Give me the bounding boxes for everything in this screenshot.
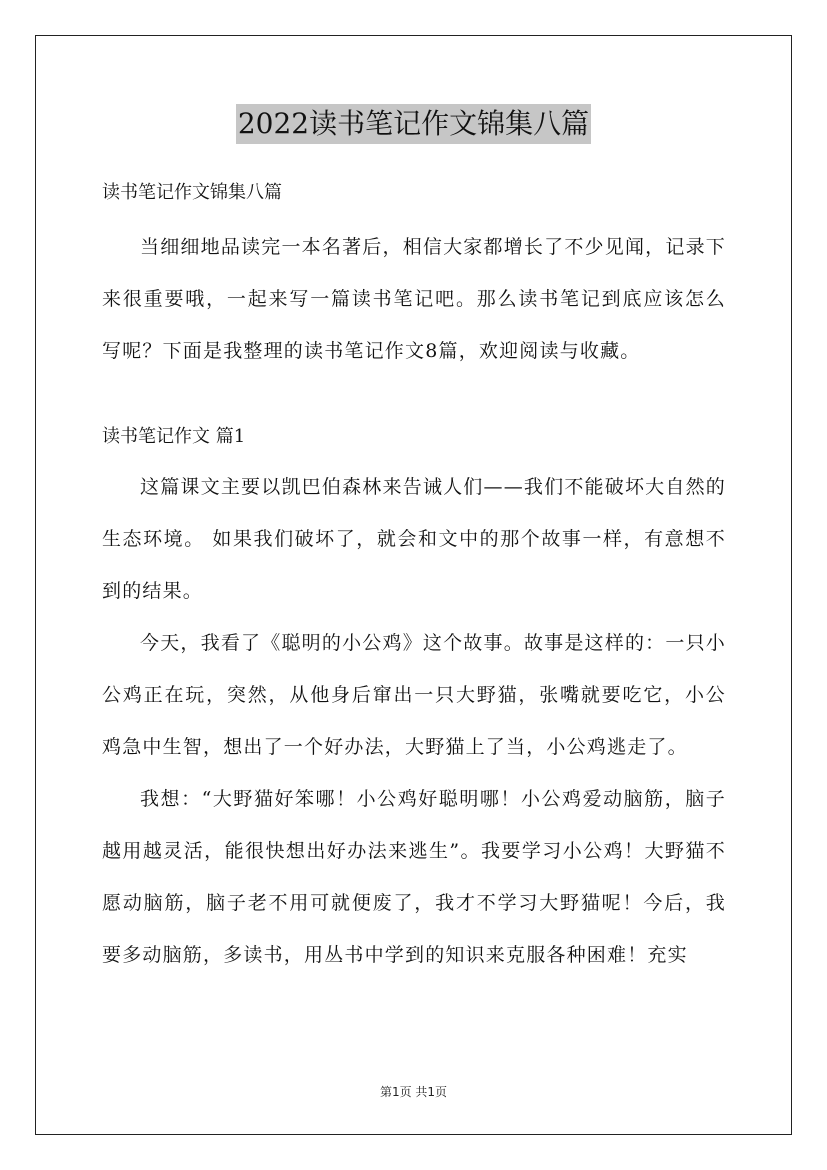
- document-title-text: 2022读书笔记作文锦集八篇: [236, 104, 591, 144]
- body-paragraph: 这篇课文主要以凯巴伯森林来告诫人们——我们不能破坏大自然的生态环境。 如果我们破坏了，就会和文中的那个故事一样，有意想不到的结果。: [102, 476, 726, 602]
- intro-paragraph: 当细细地品读完一本名著后，相信大家都增长了不少见闻，记录下来很重要哦，一起来写一篇读书笔记吧。那么读书笔记到底应该怎么写呢？下面是我整理的读书笔记作文8篇，欢迎阅读与收藏。: [102, 236, 726, 362]
- body-paragraph: 我想：“大野猫好笨哪！小公鸡好聪明哪！小公鸡爱动脑筋，脑子越用越灵活，能很快想出好办法来逃生”。我要学习小公鸡！大野猫不愿动脑筋，脑子老不用可就便废了，我才不学习大野猫呢！今后，我要多动脑筋，多读书，用丛书中学到的知识来克服各种困难！充实: [102, 788, 726, 966]
- document-title: [0, 102, 827, 144]
- document-subtitle: 读书笔记作文锦集八篇: [102, 182, 282, 203]
- body-paragraph: 今天，我看了《聪明的小公鸡》这个故事。故事是这样的：一只小公鸡正在玩，突然，从他身后窜出一只大野猫，张嘴就要吃它，小公鸡急中生智，想出了一个好办法，大野猫上了当，小公鸡逃走了。: [102, 632, 726, 758]
- section-heading: 读书笔记作文 篇1: [102, 426, 246, 447]
- page-footer: 第1页 共1页: [379, 1085, 448, 1099]
- document-body: [102, 175, 726, 981]
